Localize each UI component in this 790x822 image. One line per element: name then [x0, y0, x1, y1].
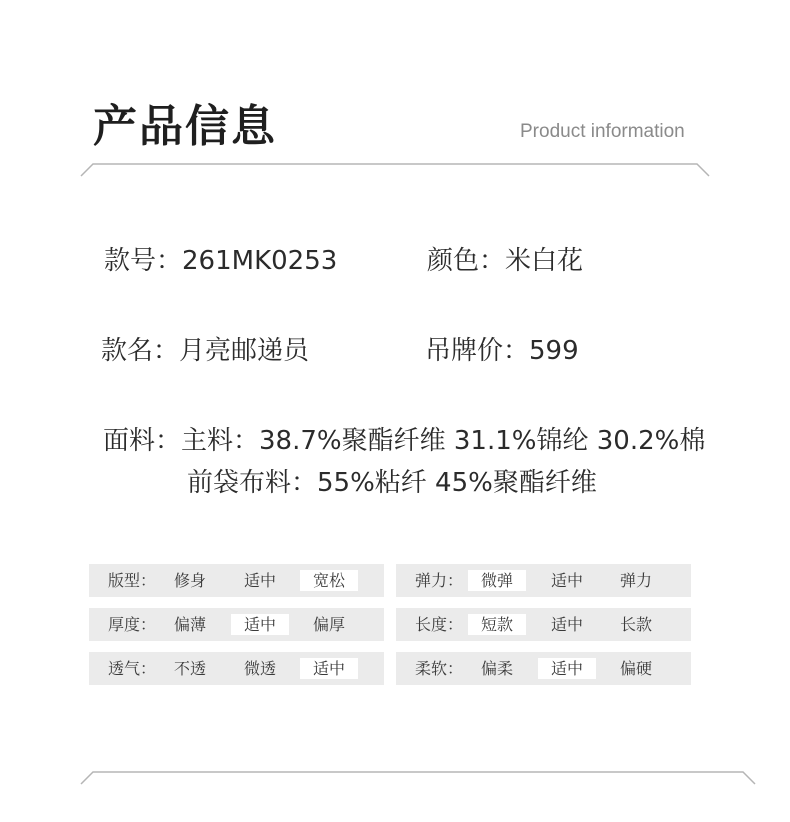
fabric-main: 主料：38.7%聚酯纤维 31.1%锦纶 30.2%棉 [181, 426, 706, 456]
attribute-row [89, 564, 384, 597]
attribute-option: 适中 [550, 571, 583, 590]
attribute-option: 微透 [243, 659, 276, 678]
attribute-label: 版型： [108, 571, 157, 590]
attribute-label: 透气： [108, 659, 157, 678]
attribute-label: 柔软： [415, 659, 464, 678]
attribute-row [396, 564, 691, 597]
fabric-label: 面料： [103, 426, 182, 456]
fabric-field [103, 420, 705, 457]
color-field [427, 240, 583, 277]
color-value: 米白花 [505, 246, 584, 276]
style-number-value: 261MK0253 [182, 246, 338, 276]
style-number-field [104, 240, 337, 277]
attribute-option: 偏薄 [173, 615, 206, 634]
color-label: 颜色： [427, 246, 506, 276]
attribute-option: 适中 [243, 571, 276, 590]
page-title: 产品信息 [93, 101, 277, 152]
fabric-pocket-line [187, 462, 597, 499]
attribute-label: 厚度： [108, 615, 157, 634]
attribute-option-selected: 适中 [300, 658, 358, 679]
attribute-row [89, 652, 384, 685]
attribute-option: 不透 [173, 659, 206, 678]
tag-price-field [425, 330, 579, 367]
tag-price-label: 吊牌价： [425, 336, 530, 366]
style-name-label: 款名： [101, 336, 180, 366]
attribute-row [89, 608, 384, 641]
top-divider [0, 160, 790, 190]
attribute-option: 偏厚 [312, 615, 345, 634]
attribute-row [396, 652, 691, 685]
attribute-option: 弹力 [619, 571, 652, 590]
attribute-option: 偏硬 [619, 659, 652, 678]
bottom-divider [0, 768, 790, 798]
attribute-label: 长度： [415, 615, 464, 634]
style-name-value: 月亮邮递员 [179, 336, 310, 366]
attribute-option-selected: 适中 [231, 614, 289, 635]
attribute-option: 长款 [619, 615, 652, 634]
attribute-option-selected: 适中 [538, 658, 596, 679]
attribute-option-selected: 微弹 [468, 570, 526, 591]
style-number-label: 款号： [104, 246, 183, 276]
page-subtitle: Product information [520, 121, 685, 142]
attribute-option: 偏柔 [480, 659, 513, 678]
tag-price-value: 599 [529, 336, 579, 366]
attribute-option: 适中 [550, 615, 583, 634]
attribute-option-selected: 宽松 [300, 570, 358, 591]
fabric-pocket: 前袋布料：55%粘纤 45%聚酯纤维 [187, 468, 597, 498]
attribute-option-selected: 短款 [468, 614, 526, 635]
attribute-label: 弹力： [415, 571, 464, 590]
attribute-row [396, 608, 691, 641]
attribute-option: 修身 [173, 571, 206, 590]
style-name-field [101, 330, 309, 367]
